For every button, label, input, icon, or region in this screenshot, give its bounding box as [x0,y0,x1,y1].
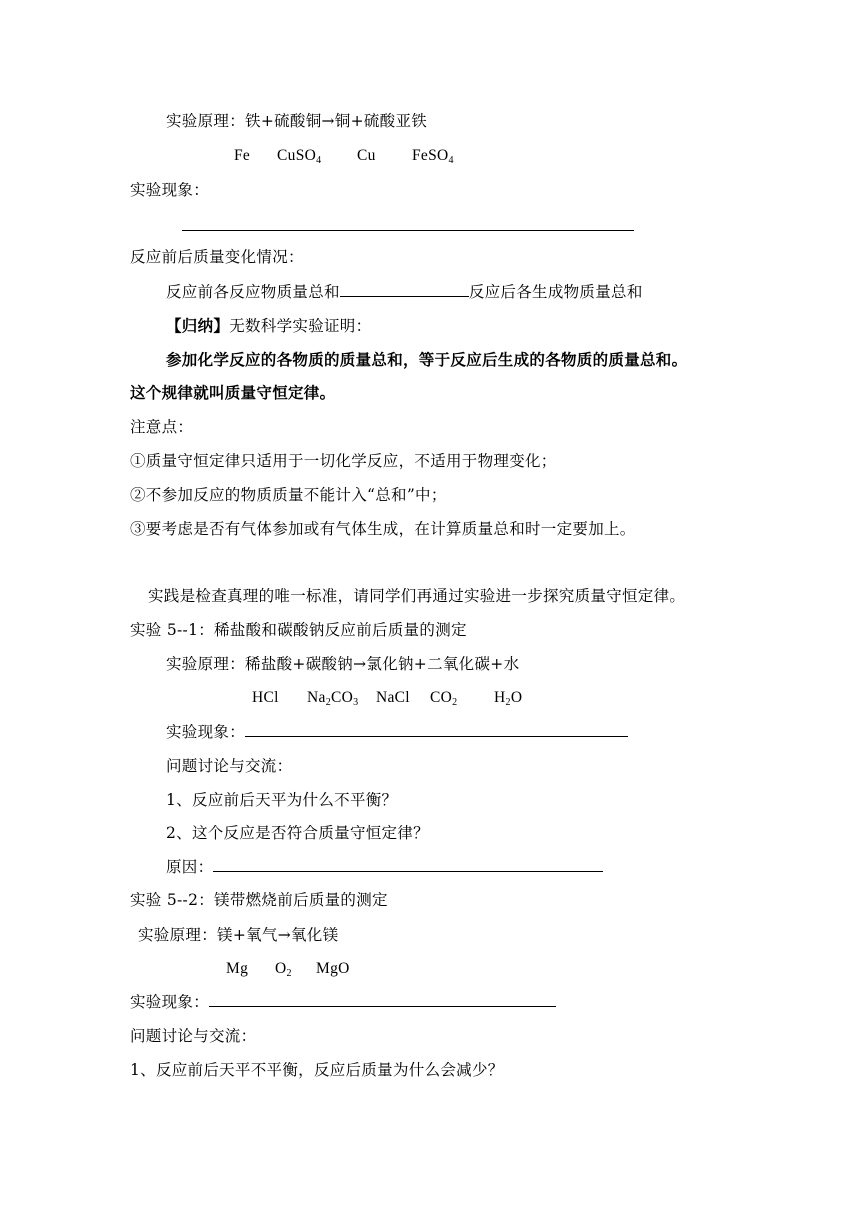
formula-mgo: MgO [316,960,350,977]
exp2-principle-equation: 镁+氧气→氧化镁 [217,926,339,944]
law-line-1: 参加化学反应的各物质的质量总和，等于反应后生成的各物质的质量总和。 [166,350,688,369]
exp1-phenomenon-label: 实验现象： [166,723,246,741]
intro-line: 实践是检查真理的唯一标准，请同学们再通过实验进一步探究质量守恒定律。 [148,587,686,605]
mass-change-label: 反应前后质量变化情况： [130,248,304,266]
exp1-principle-equation: 稀盐酸+碳酸钠→氯化钠+二氧化碳+水 [245,655,520,673]
mass-compare-blank[interactable] [340,282,469,297]
law-line-2: 这个规律就叫质量守恒定律。 [130,383,336,402]
exp1-reason-blank[interactable] [213,857,603,872]
exp2-phenomenon-label: 实验现象： [130,993,210,1011]
exp2-title: 实验 5--2：镁带燃烧前后质量的测定 [130,891,388,909]
formula-co2: $CO_2$ [430,689,458,708]
formula-feso4: FeSO$_4$ [412,147,454,166]
phenomenon-blank[interactable] [182,230,634,231]
exp1-reason-line [166,857,603,877]
exp1-reason-label: 原因： [166,858,214,876]
mass-compare-line [166,282,643,302]
notes-label: 注意点： [130,418,194,436]
exp2-phenomenon-line [130,992,556,1012]
formula-cuso4: CuSO$_4$ [277,147,322,166]
formula-nacl: NaCl [376,689,410,706]
formula-cu: Cu [357,147,376,164]
exp1-principle-label: 实验原理： [166,655,246,673]
note-item-2: ②不参加反应的物质质量不能计入“总和”中； [130,486,447,504]
principle-equation: 铁+硫酸铜→铜+硫酸亚铁 [245,112,428,130]
formula-mg: Mg [226,960,249,977]
principle-line-1 [166,111,427,131]
formula-hcl: HCl [252,689,279,706]
formula-fe: Fe [234,147,251,164]
phenomenon-label: 实验现象： [130,181,210,199]
principle-label: 实验原理： [166,112,246,130]
summary-bracket: 【归纳】 [166,316,230,335]
note-item-1: ①质量守恒定律只适用于一切化学反应，不适用于物理变化； [130,452,557,470]
exp2-question-1: 1、反应前后天平不平衡，反应后质量为什么会减少？ [130,1061,504,1079]
exp1-question-2: 2、这个反应是否符合质量守恒定律？ [166,824,429,842]
exp1-title: 实验 5--1：稀盐酸和碳酸钠反应前后质量的测定 [130,621,467,639]
mass-before-text: 反应前各反应物质量总和 [166,283,340,301]
formula-o2: $O_2$ [275,960,292,979]
exp1-phenomenon-blank[interactable] [245,722,628,737]
exp1-question-1: 1、反应前后天平为什么不平衡？ [166,791,398,809]
exp2-principle [138,925,338,945]
formula-na2co3: $Na_2CO_3$ [307,689,359,708]
exp1-phenomenon-line [166,722,628,742]
summary-text: 无数科学实验证明： [229,317,372,335]
summary-line [166,316,371,336]
formula-h2o: $H_2O$ [494,689,523,708]
exp1-principle [166,654,519,674]
exp1-discussion-label: 问题讨论与交流： [166,757,293,775]
exp2-discussion-label: 问题讨论与交流： [130,1027,257,1045]
mass-after-text: 反应后各生成物质量总和 [468,283,643,301]
exp2-phenomenon-blank[interactable] [209,992,556,1007]
note-item-3: ③要考虑是否有气体参加或有气体生成，在计算质量总和时一定要加上。 [130,520,636,538]
exp2-principle-label: 实验原理： [138,926,218,944]
